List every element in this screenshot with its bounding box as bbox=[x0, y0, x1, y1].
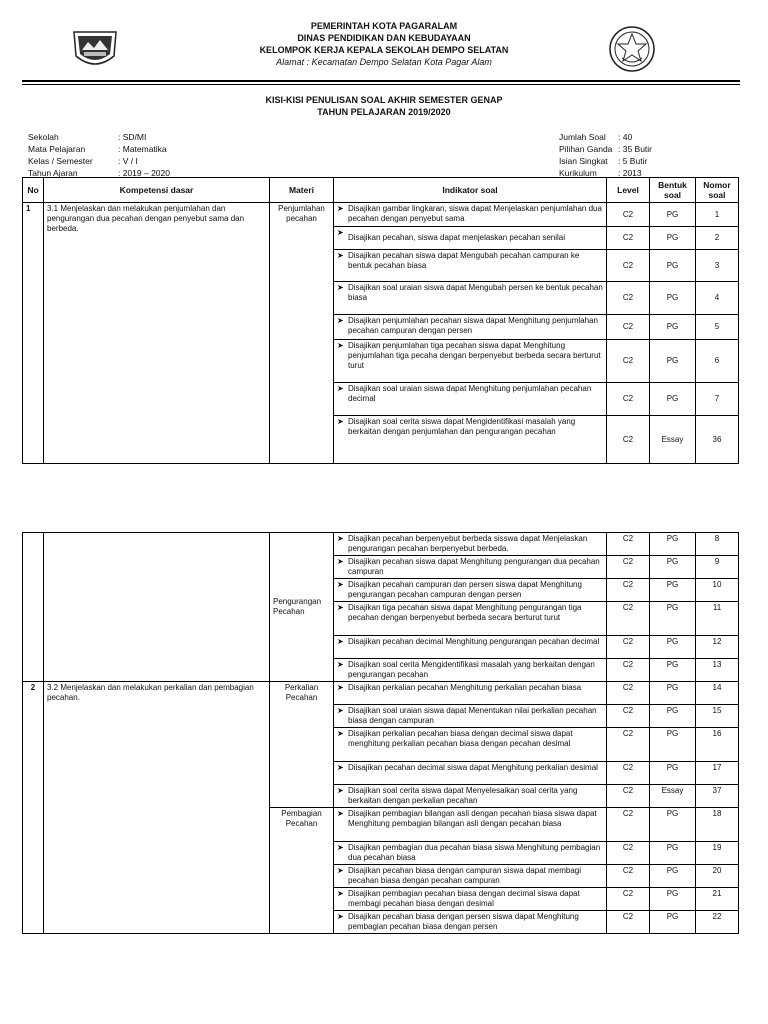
info-left bbox=[26, 130, 172, 180]
indikator-cell bbox=[334, 682, 607, 705]
header-department: DINAS PENDIDIKAN DAN KEBUDAYAAN bbox=[297, 33, 471, 43]
level-cell: C2 bbox=[607, 728, 650, 762]
arrow-bullet-icon: ➤ bbox=[337, 603, 344, 612]
nomor-cell: 19 bbox=[696, 842, 739, 865]
level-cell: C2 bbox=[607, 705, 650, 728]
bentuk-cell: PG bbox=[650, 865, 696, 888]
bentuk-cell: PG bbox=[650, 250, 696, 282]
header-rule bbox=[22, 80, 740, 82]
nomor-cell: 21 bbox=[696, 888, 739, 911]
row-number: 1 bbox=[23, 203, 44, 464]
bentuk-cell: PG bbox=[650, 602, 696, 636]
arrow-bullet-icon: ➤ bbox=[337, 251, 344, 260]
level-cell: C2 bbox=[607, 888, 650, 911]
nomor-cell: 3 bbox=[696, 250, 739, 282]
info-label: Isian Singkat bbox=[559, 156, 608, 166]
indikator-text: Disajikan pecahan biasa dengan campuran siswa dapat membagi pecahan biasa dengan pecahan campuran bbox=[348, 866, 582, 885]
arrow-bullet-icon: ➤ bbox=[337, 763, 344, 772]
indikator-text: Disajikan pecahan siswa dapat Mengubah pecahan campuran ke bentuk pecahan biasa bbox=[348, 251, 580, 270]
kompetensi-dasar bbox=[44, 533, 270, 682]
table-header-row bbox=[23, 178, 739, 203]
indikator-cell bbox=[334, 762, 607, 785]
kompetensi-dasar: 3.2 Menjelaskan dan melakukan perkalian dan pembagian pecahan. bbox=[44, 682, 270, 934]
materi-cell: Penjumlahan pecahan bbox=[270, 203, 334, 464]
level-cell: C2 bbox=[607, 808, 650, 842]
nomor-cell: 10 bbox=[696, 579, 739, 602]
indikator-text: Disajikan pecahan campuran dan persen siswa dapat Menghitung pengurangan pecahan campuran dengan persen bbox=[348, 580, 582, 599]
nomor-cell: 11 bbox=[696, 602, 739, 636]
level-cell: C2 bbox=[607, 556, 650, 579]
nomor-cell: 1 bbox=[696, 203, 739, 227]
nomor-cell: 12 bbox=[696, 636, 739, 659]
table-row bbox=[23, 203, 739, 227]
header-government: PEMERINTAH KOTA PAGARALAM bbox=[310, 21, 458, 31]
col-header: Materi bbox=[270, 178, 334, 203]
nomor-cell: 14 bbox=[696, 682, 739, 705]
level-cell: C2 bbox=[607, 842, 650, 865]
level-cell: C2 bbox=[607, 659, 650, 682]
materi-cell: Pembagian Pecahan bbox=[270, 808, 334, 934]
nomor-cell: 9 bbox=[696, 556, 739, 579]
indikator-cell bbox=[334, 785, 607, 808]
arrow-bullet-icon: ➤ bbox=[337, 228, 344, 237]
indikator-text: Diisajikan pecahan decimal siswa dapat Menghitung perkalian desimal bbox=[348, 763, 598, 772]
indikator-text: Disajikan pecahan decimal Menghitung pengurangan pecahan decimal bbox=[348, 637, 600, 646]
nomor-cell: 7 bbox=[696, 383, 739, 416]
nomor-cell: 5 bbox=[696, 315, 739, 340]
arrow-bullet-icon: ➤ bbox=[337, 706, 344, 715]
info-label: Sekolah bbox=[28, 132, 59, 142]
letterhead bbox=[0, 20, 768, 68]
header-rule-thin bbox=[22, 84, 740, 85]
nomor-cell: 4 bbox=[696, 282, 739, 315]
arrow-bullet-icon: ➤ bbox=[337, 341, 344, 350]
table-row bbox=[23, 682, 739, 705]
arrow-bullet-icon: ➤ bbox=[337, 912, 344, 921]
indikator-text: Disajikan pecahan berpenyebut berbeda sisswa dapat Menjelaskan pengurangan pecahan berpenyebut berbeda. bbox=[348, 534, 588, 553]
indikator-cell bbox=[334, 911, 607, 934]
col-header: Bentuk soal bbox=[650, 178, 696, 203]
indikator-cell bbox=[334, 659, 607, 682]
level-cell: C2 bbox=[607, 416, 650, 464]
level-cell: C2 bbox=[607, 340, 650, 383]
bentuk-cell: Essay bbox=[650, 416, 696, 464]
info-label: Mata Pelajaran bbox=[28, 144, 86, 154]
arrow-bullet-icon: ➤ bbox=[337, 534, 344, 543]
bentuk-cell: PG bbox=[650, 888, 696, 911]
indikator-text: Disajikan perkalian pecahan Menghitung perkalian pecahan biasa bbox=[348, 683, 582, 692]
bentuk-cell: PG bbox=[650, 762, 696, 785]
bentuk-cell: PG bbox=[650, 579, 696, 602]
arrow-bullet-icon: ➤ bbox=[337, 637, 344, 646]
level-cell: C2 bbox=[607, 602, 650, 636]
indikator-text: Disajikan soal cerita Mengidentifikasi masalah yang berkaitan dengan pengurangan pecahan bbox=[348, 660, 595, 679]
indikator-cell bbox=[334, 705, 607, 728]
indikator-text: Disajikan pembagian bilangan asli dengan pecahan biasa siswa dapat Menghitung pembagian bilangan asli dengan pecahan biasa bbox=[348, 809, 597, 828]
arrow-bullet-icon: ➤ bbox=[337, 557, 344, 566]
indikator-cell bbox=[334, 282, 607, 315]
materi-cell: Pengurangan Pecahan bbox=[270, 533, 334, 682]
arrow-bullet-icon: ➤ bbox=[337, 204, 344, 213]
bentuk-cell: PG bbox=[650, 911, 696, 934]
col-header: No bbox=[23, 178, 44, 203]
indikator-cell bbox=[334, 533, 607, 556]
bentuk-cell: PG bbox=[650, 340, 696, 383]
indikator-cell bbox=[334, 842, 607, 865]
bentuk-cell: PG bbox=[650, 705, 696, 728]
info-value: : 2019 – 2020 bbox=[118, 168, 170, 178]
header-address: Alamat : Kecamatan Dempo Selatan Kota Pagar Alam bbox=[276, 57, 492, 67]
row-number bbox=[23, 533, 44, 682]
header-working-group: KELOMPOK KERJA KEPALA SEKOLAH DEMPO SELATAN bbox=[259, 45, 509, 55]
arrow-bullet-icon: ➤ bbox=[337, 580, 344, 589]
indikator-cell bbox=[334, 636, 607, 659]
indikator-text: Disajikan soal uraian siswa dapat Mengubah persen ke bentuk pecahan biasa bbox=[348, 283, 603, 302]
row-number: 2 bbox=[23, 682, 44, 934]
indikator-cell bbox=[334, 602, 607, 636]
level-cell: C2 bbox=[607, 227, 650, 250]
arrow-bullet-icon: ➤ bbox=[337, 843, 344, 852]
indikator-text: Disajikan pecahan biasa dengan persen siswa dapat Menghitung pembagian pecahan biasa dengan persen bbox=[348, 912, 579, 931]
info-value: : 5 Butir bbox=[618, 156, 648, 166]
arrow-bullet-icon: ➤ bbox=[337, 786, 344, 795]
bentuk-cell: PG bbox=[650, 282, 696, 315]
col-header: Level bbox=[607, 178, 650, 203]
nomor-cell: 36 bbox=[696, 416, 739, 464]
indikator-cell bbox=[334, 416, 607, 464]
bentuk-cell: PG bbox=[650, 728, 696, 762]
info-value: : Matematika bbox=[118, 144, 167, 154]
arrow-bullet-icon: ➤ bbox=[337, 729, 344, 738]
info-value: : 35 Butir bbox=[618, 144, 653, 154]
level-cell: C2 bbox=[607, 579, 650, 602]
arrow-bullet-icon: ➤ bbox=[337, 316, 344, 325]
bentuk-cell: Essay bbox=[650, 785, 696, 808]
indikator-cell bbox=[334, 556, 607, 579]
level-cell: C2 bbox=[607, 911, 650, 934]
arrow-bullet-icon: ➤ bbox=[337, 417, 344, 426]
bentuk-cell: PG bbox=[650, 315, 696, 340]
nomor-cell: 6 bbox=[696, 340, 739, 383]
nomor-cell: 22 bbox=[696, 911, 739, 934]
indikator-text: Disajikan penjumlahan tiga pecahan siswa dapat Menghitung penjumlahan tiga pecaha dengan berpenyebut berbeda secara berturut turut bbox=[348, 341, 601, 370]
indikator-text: Disajikan soal cerita siswa dapat Mengidentifikasi masalah yang berkaitan dengan penjumlahan dan pengurangan pecahan bbox=[348, 417, 576, 436]
materi-cell: Perkalian Pecahan bbox=[270, 682, 334, 808]
bentuk-cell: PG bbox=[650, 659, 696, 682]
arrow-bullet-icon: ➤ bbox=[337, 283, 344, 292]
nomor-cell: 15 bbox=[696, 705, 739, 728]
arrow-bullet-icon: ➤ bbox=[337, 683, 344, 692]
info-label: Tahun Ajaran bbox=[28, 168, 78, 178]
arrow-bullet-icon: ➤ bbox=[337, 384, 344, 393]
level-cell: C2 bbox=[607, 865, 650, 888]
kisi-table-1 bbox=[22, 177, 739, 464]
indikator-cell bbox=[334, 579, 607, 602]
info-label: Jumlah Soal bbox=[559, 132, 606, 142]
indikator-cell bbox=[334, 808, 607, 842]
level-cell: C2 bbox=[607, 203, 650, 227]
bentuk-cell: PG bbox=[650, 203, 696, 227]
nomor-cell: 8 bbox=[696, 533, 739, 556]
level-cell: C2 bbox=[607, 636, 650, 659]
nomor-cell: 16 bbox=[696, 728, 739, 762]
bentuk-cell: PG bbox=[650, 808, 696, 842]
indikator-text: Disajikan pembagian dua pecahan biasa siswa Menghitung pembagian dua pecahan biasa bbox=[348, 843, 601, 862]
kompetensi-dasar: 3.1 Menjelaskan dan melakukan penjumlahan dan pengurangan dua pecahan dengan penyebut sama dan berbeda. bbox=[44, 203, 270, 464]
bentuk-cell: PG bbox=[650, 842, 696, 865]
nomor-cell: 18 bbox=[696, 808, 739, 842]
info-value: : 40 bbox=[618, 132, 633, 142]
info-label: Kelas / Semester bbox=[28, 156, 93, 166]
arrow-bullet-icon: ➤ bbox=[337, 660, 344, 669]
level-cell: C2 bbox=[607, 282, 650, 315]
nomor-cell: 17 bbox=[696, 762, 739, 785]
level-cell: C2 bbox=[607, 315, 650, 340]
indikator-text: Disajikan pembagian pecahan biasa dengan decimal siswa dapat membagi pecahan biasa dengan desimal bbox=[348, 889, 580, 908]
bentuk-cell: PG bbox=[650, 227, 696, 250]
level-cell: C2 bbox=[607, 785, 650, 808]
indikator-cell bbox=[334, 383, 607, 416]
indikator-text: Disajikan tiga pecahan siswa dapat Menghitung pengurangan tiga pecahan dengan berpenyebut berbeda secara berturut turut bbox=[348, 603, 582, 622]
nomor-cell: 20 bbox=[696, 865, 739, 888]
title-line-1: KISI-KISI PENULISAN SOAL AKHIR SEMESTER GENAP bbox=[265, 95, 503, 105]
arrow-bullet-icon: ➤ bbox=[337, 866, 344, 875]
kisi-table-2 bbox=[22, 532, 739, 934]
level-cell: C2 bbox=[607, 383, 650, 416]
indikator-cell bbox=[334, 203, 607, 227]
bentuk-cell: PG bbox=[650, 636, 696, 659]
level-cell: C2 bbox=[607, 250, 650, 282]
indikator-cell bbox=[334, 888, 607, 911]
arrow-bullet-icon: ➤ bbox=[337, 889, 344, 898]
bentuk-cell: PG bbox=[650, 682, 696, 705]
title-line-2: TAHUN PELAJARAN 2019/2020 bbox=[317, 107, 451, 117]
info-value: : 2013 bbox=[618, 168, 642, 178]
nomor-cell: 13 bbox=[696, 659, 739, 682]
indikator-cell bbox=[334, 340, 607, 383]
indikator-text: Disajikan perkalian pecahan biasa dengan decimal siswa dapat menghitung perkalian pecahan biasa dengan pecahan desimal bbox=[348, 729, 573, 748]
level-cell: C2 bbox=[607, 762, 650, 785]
info-value: : V / I bbox=[118, 156, 138, 166]
indikator-text: Disajikan pecahan siswa dapat Menghitung pengurangan dua pecahan campuran bbox=[348, 557, 600, 576]
table-row bbox=[23, 533, 739, 556]
indikator-cell bbox=[334, 315, 607, 340]
nomor-cell: 37 bbox=[696, 785, 739, 808]
indikator-text: Disajikan soal uraian siswa dapat Menentukan nilai perkalian pecahan biasa dengan campuran bbox=[348, 706, 597, 725]
info-value: : SD/MI bbox=[118, 132, 147, 142]
col-header: Nomor soal bbox=[696, 178, 739, 203]
indikator-text: Disajikan soal uraian siswa dapat Menghitung penjumlahan pecahan decimal bbox=[348, 384, 592, 403]
bentuk-cell: PG bbox=[650, 383, 696, 416]
indikator-text: Disajikan gambar lingkaran, siswa dapat Menjelaskan penjumlahan dua pecahan dengan penyebut sama bbox=[348, 204, 602, 223]
nomor-cell: 2 bbox=[696, 227, 739, 250]
info-right bbox=[557, 130, 654, 180]
indikator-cell bbox=[334, 227, 607, 250]
bentuk-cell: PG bbox=[650, 556, 696, 579]
level-cell: C2 bbox=[607, 533, 650, 556]
info-label: Kurikulum bbox=[559, 168, 597, 178]
indikator-text: Disajikan penjumlahan pecahan siswa dapat Menghitung penjumlahan pecahan campuran dengan persen bbox=[348, 316, 598, 335]
level-cell: C2 bbox=[607, 682, 650, 705]
col-header: Indikator soal bbox=[334, 178, 607, 203]
col-header: Kompetensi dasar bbox=[44, 178, 270, 203]
arrow-bullet-icon: ➤ bbox=[337, 809, 344, 818]
indikator-cell bbox=[334, 728, 607, 762]
indikator-text: Disajikan pecahan, siswa dapat menjelaskan pecahan senilai bbox=[348, 233, 566, 242]
document-title bbox=[0, 94, 768, 118]
indikator-cell bbox=[334, 250, 607, 282]
bentuk-cell: PG bbox=[650, 533, 696, 556]
indikator-text: Disajikan soal cerita siswa dapat Menyelesaikan soal cerita yang berkaitan dengan perkalian pecahan bbox=[348, 786, 578, 805]
indikator-cell bbox=[334, 865, 607, 888]
info-label: Pilihan Ganda bbox=[559, 144, 613, 154]
